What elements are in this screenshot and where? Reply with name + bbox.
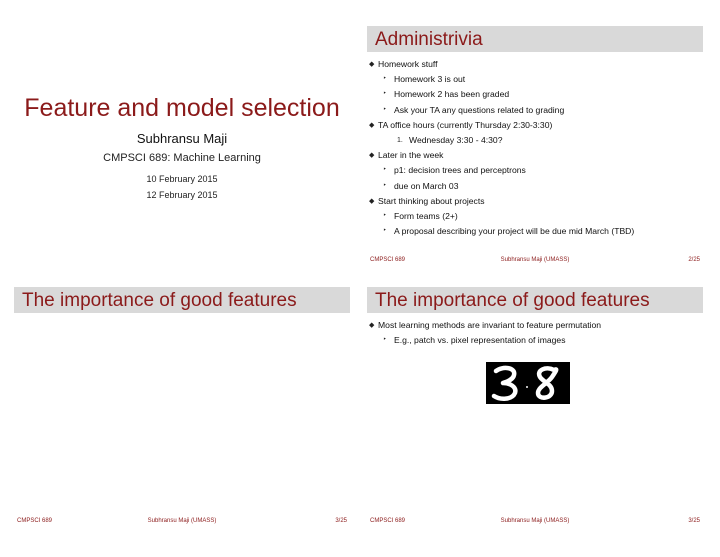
digits-3-8-icon — [486, 362, 570, 404]
bullet-marker: ‣ — [383, 337, 387, 344]
author-name: Subhransu Maji — [136, 131, 228, 146]
bullet-text: Wednesday 3:30 - 4:30? — [409, 134, 503, 145]
date-1: 10 February 2015 — [146, 174, 218, 184]
bullet-item — [369, 318, 701, 333]
bullet-item — [369, 87, 701, 102]
footer-author: Subhransu Maji (UMASS) — [500, 257, 570, 263]
bullet-text: Start thinking about projects — [378, 195, 485, 206]
bullet-marker: ‣ — [383, 91, 387, 98]
bullet-text: Ask your TA any questions related to grading — [394, 104, 565, 115]
presentation-title: Feature and model selection — [24, 94, 340, 122]
bullet-item — [369, 333, 701, 348]
bullet-marker: ‣ — [383, 167, 387, 174]
bullet-item — [369, 103, 701, 118]
footer-author: Subhransu Maji (UMASS) — [147, 518, 217, 524]
slide-title — [14, 26, 350, 273]
slide-good-features — [367, 287, 703, 534]
bullet-marker: ◆ — [369, 61, 375, 68]
bullet-item — [369, 209, 701, 224]
date-2: 12 February 2015 — [146, 190, 218, 200]
bullet-text: Homework 2 has been graded — [394, 89, 510, 100]
slide-title-bar — [14, 287, 350, 313]
bullet-item — [369, 224, 701, 239]
bullet-marker: 1. — [397, 136, 403, 144]
bullet-list — [369, 318, 701, 348]
bullet-text: TA office hours (currently Thursday 2:30-3:30) — [378, 119, 553, 130]
bullet-text: Homework 3 is out — [394, 74, 466, 85]
bullet-marker: ‣ — [383, 228, 387, 235]
bullet-list — [369, 57, 701, 239]
bullet-text: Later in the week — [378, 150, 444, 161]
bullet-item — [369, 72, 701, 87]
bullet-item — [369, 133, 701, 148]
slide-heading: Administrivia — [375, 29, 483, 50]
bullet-text: A proposal describing your project will be due mid March (TBD) — [394, 226, 635, 237]
bullet-item — [369, 194, 701, 209]
slide-heading: The importance of good features — [375, 290, 650, 311]
slide-footer — [367, 257, 703, 267]
slide-heading: The importance of good features — [22, 290, 297, 311]
bullet-marker: ‣ — [383, 212, 387, 219]
footer-course: CMPSCI 689 — [370, 518, 406, 524]
bullet-text: E.g., patch vs. pixel representation of images — [394, 335, 566, 346]
handwritten-digits-image — [486, 362, 570, 404]
footer-page-number: 3/25 — [335, 518, 347, 524]
bullet-text: p1: decision trees and perceptrons — [394, 165, 526, 176]
slide-good-features-intro — [14, 287, 350, 534]
bullet-marker: ‣ — [383, 182, 387, 189]
footer-author: Subhransu Maji (UMASS) — [500, 518, 570, 524]
footer-course: CMPSCI 689 — [17, 518, 53, 524]
bullet-marker: ‣ — [383, 106, 387, 113]
slide-administrivia — [367, 26, 703, 273]
bullet-text: Form teams (2+) — [394, 210, 458, 221]
bullet-item — [369, 179, 701, 194]
slide-footer — [367, 518, 703, 528]
footer-page-number: 3/25 — [688, 518, 700, 524]
slide-title-bar — [367, 26, 703, 52]
slide-title-bar — [367, 287, 703, 313]
bullet-marker: ◆ — [369, 152, 375, 160]
bullet-text: Homework stuff — [378, 59, 438, 69]
bullet-item — [369, 163, 701, 178]
slide-footer — [14, 518, 350, 528]
footer-course: CMPSCI 689 — [370, 257, 406, 263]
bullet-item — [369, 148, 701, 163]
bullet-item — [369, 118, 701, 133]
bullet-marker: ◆ — [369, 322, 375, 329]
course-name: CMPSCI 689: Machine Learning — [103, 152, 261, 164]
bullet-marker: ◆ — [369, 121, 375, 129]
bullet-text: Most learning methods are invariant to feature permutation — [378, 320, 602, 330]
bullet-item — [369, 57, 701, 72]
bullet-text: due on March 03 — [394, 180, 459, 191]
footer-page-number: 2/25 — [688, 257, 700, 263]
bullet-marker: ‣ — [383, 76, 387, 83]
bullet-marker: ◆ — [369, 197, 375, 205]
